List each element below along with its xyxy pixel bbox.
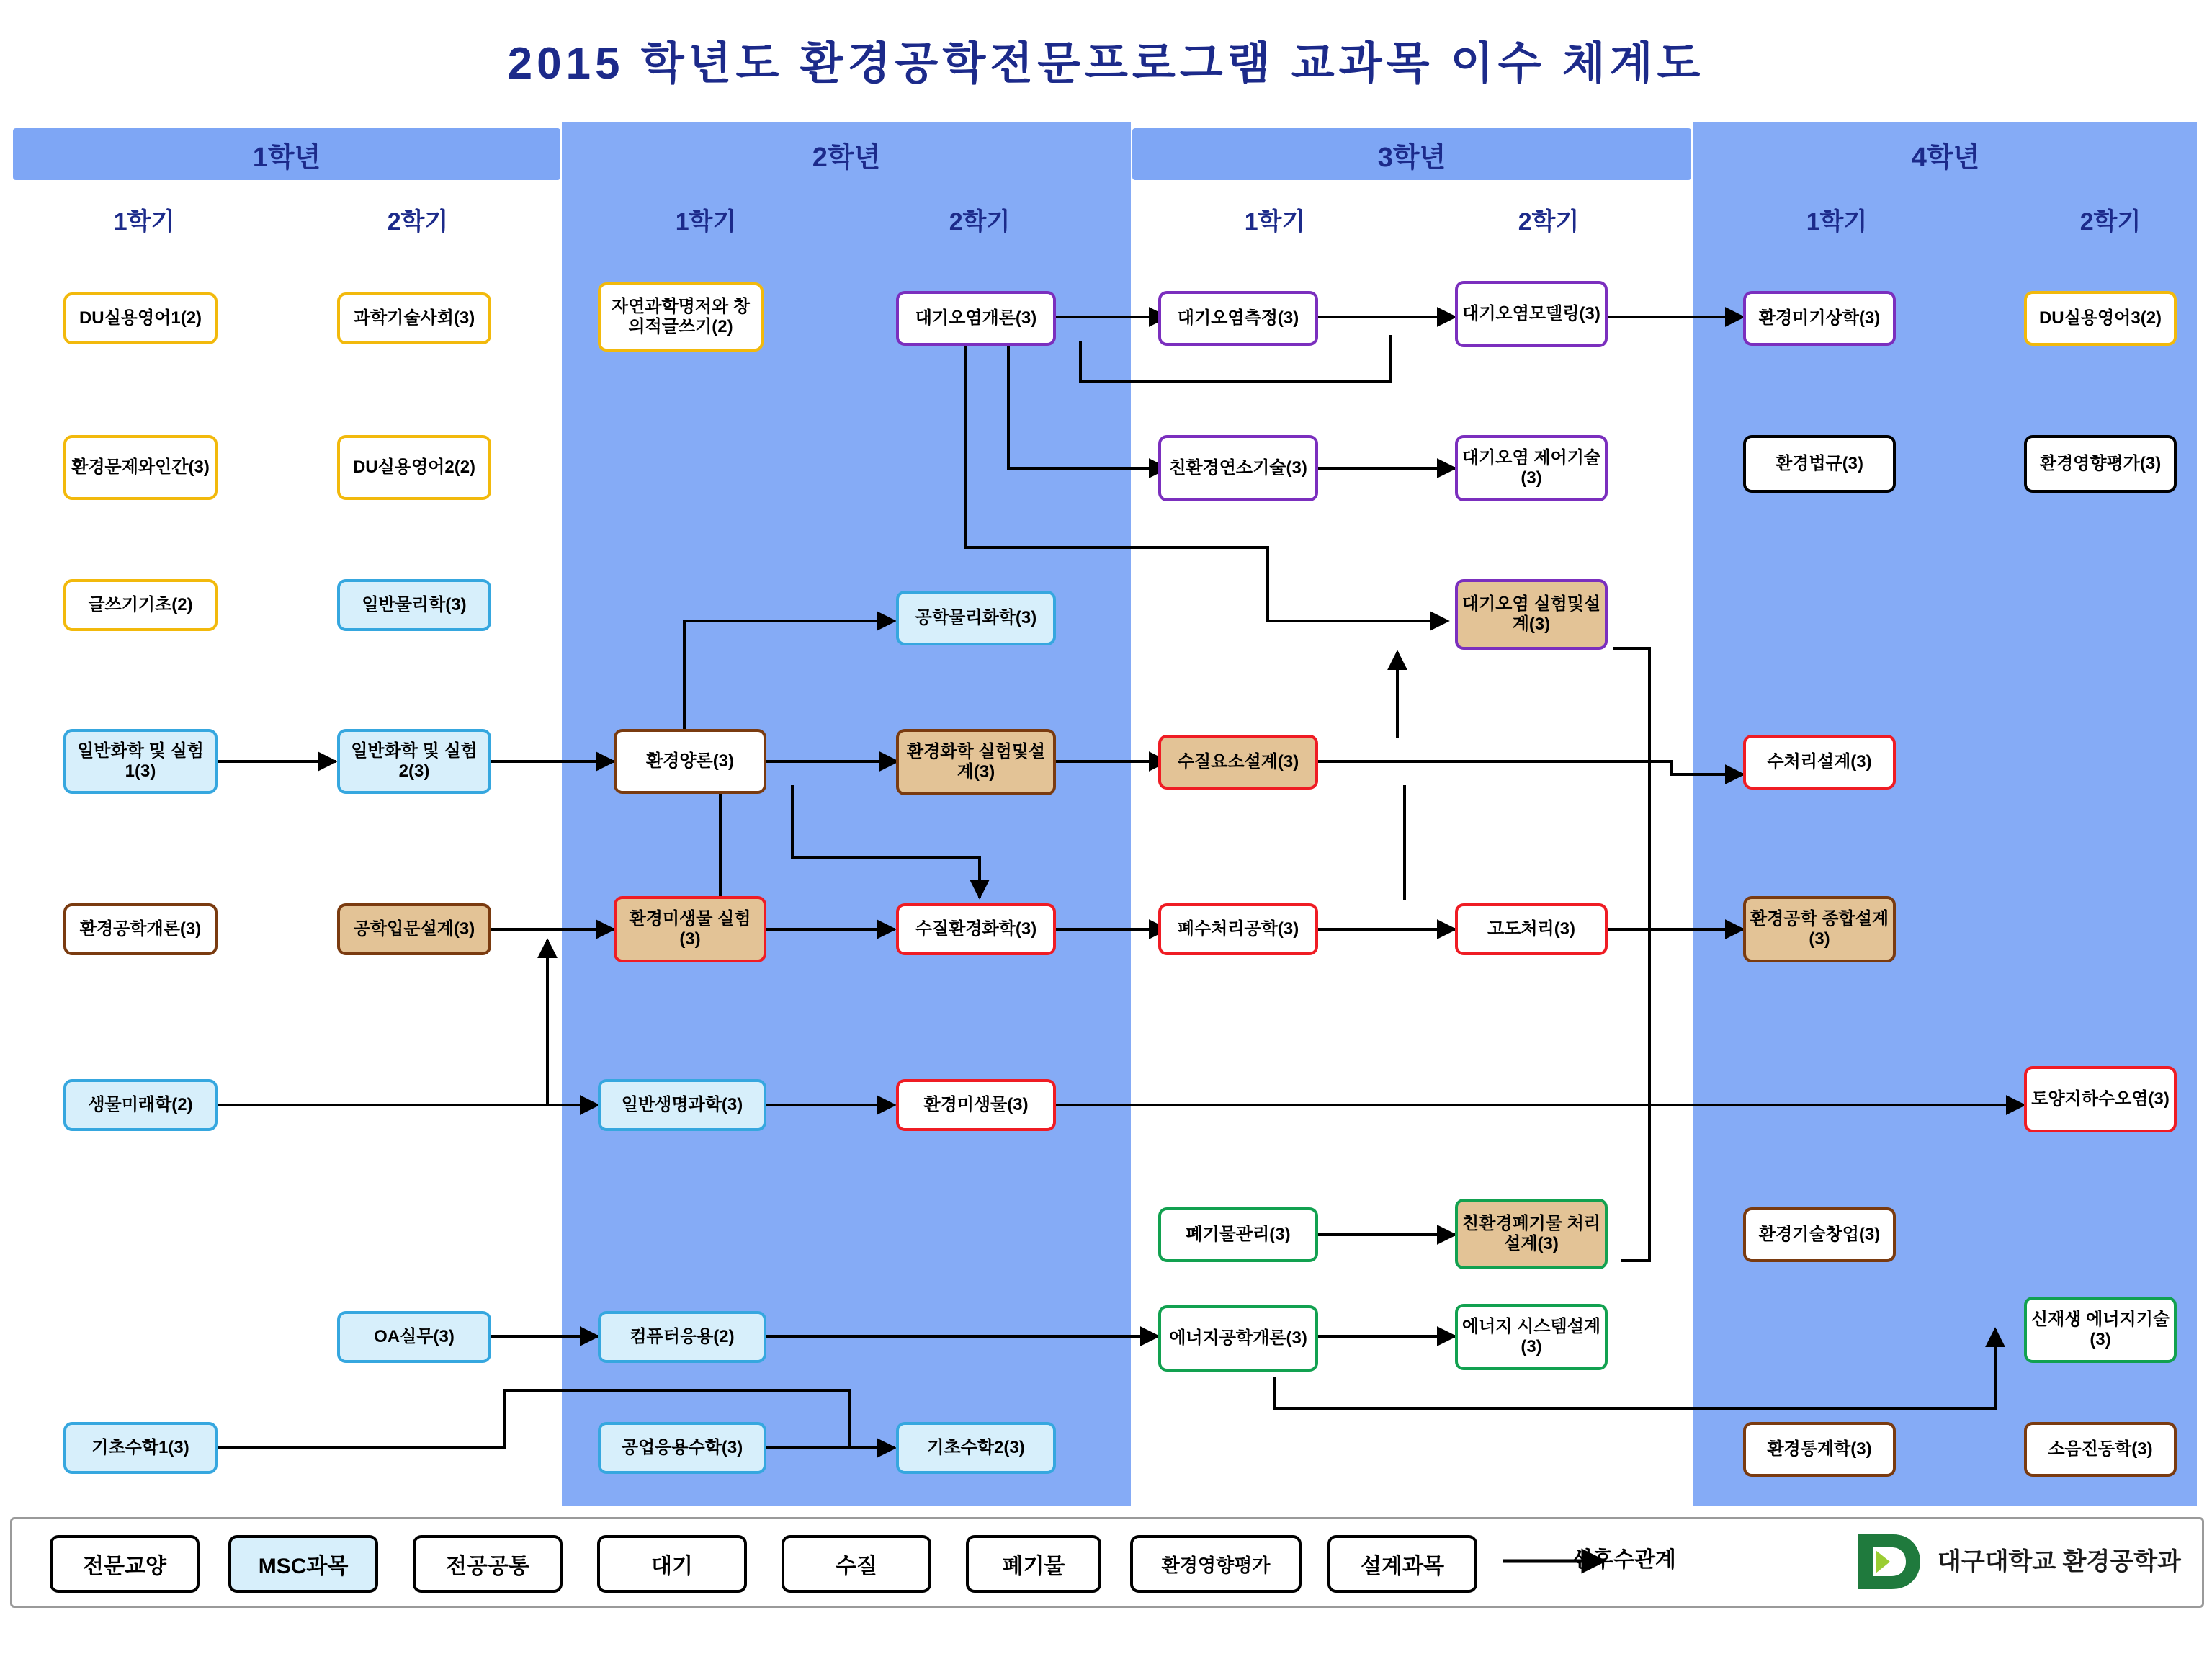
legend-item-water: 수질 bbox=[782, 1535, 931, 1593]
course-box[interactable]: 기초수학1(3) bbox=[63, 1422, 218, 1474]
semester-label-4-2: 2학기 bbox=[2079, 208, 2141, 236]
semester-label-2-1: 1학기 bbox=[675, 208, 737, 236]
year-header-4: 4학년 bbox=[1911, 142, 1980, 173]
organization-label: 대구대학교 환경공학과 bbox=[1938, 1548, 2181, 1575]
course-box[interactable]: 소음진동학(3) bbox=[2024, 1422, 2177, 1477]
course-box[interactable]: 환경기술창업(3) bbox=[1743, 1207, 1896, 1262]
legend-item-eia: 환경영향평가 bbox=[1130, 1535, 1302, 1593]
course-box[interactable]: 환경문제와인간(3) bbox=[63, 435, 218, 500]
course-box[interactable]: 환경양론(3) bbox=[614, 729, 766, 794]
course-box[interactable]: DU실용영어1(2) bbox=[63, 292, 218, 344]
legend-item-design: 설계과목 bbox=[1327, 1535, 1477, 1593]
course-box[interactable]: 대기오염측정(3) bbox=[1158, 291, 1318, 346]
course-box[interactable]: 글쓰기기초(2) bbox=[63, 579, 218, 631]
course-box[interactable]: 과학기술사회(3) bbox=[337, 292, 491, 344]
legend-item-waste: 폐기물 bbox=[966, 1535, 1101, 1593]
course-box[interactable]: 공학입문설계(3) bbox=[337, 903, 491, 955]
course-box[interactable]: DU실용영어3(2) bbox=[2024, 291, 2177, 346]
university-logo-icon bbox=[1851, 1529, 1923, 1595]
course-box[interactable]: 대기오염 실험및설계(3) bbox=[1455, 579, 1608, 650]
course-box[interactable]: 환경화학 실험및설계(3) bbox=[896, 729, 1056, 795]
legend-item-gyoyang: 전문교양 bbox=[50, 1535, 200, 1593]
course-box[interactable]: 생물미래학(2) bbox=[63, 1079, 218, 1131]
course-box[interactable]: 토양지하수오염(3) bbox=[2024, 1066, 2177, 1132]
course-box[interactable]: 일반생명과학(3) bbox=[598, 1079, 766, 1131]
course-box[interactable]: 환경미생물(3) bbox=[896, 1079, 1056, 1131]
course-box[interactable]: 신재생 에너지기술(3) bbox=[2024, 1297, 2177, 1363]
course-box[interactable]: 환경미생물 실험(3) bbox=[614, 896, 766, 962]
course-box[interactable]: 일반화학 및 실험1(3) bbox=[63, 729, 218, 794]
course-box[interactable]: 자연과학명저와 창의적글쓰기(2) bbox=[598, 282, 764, 352]
course-box[interactable]: 기초수학2(3) bbox=[896, 1422, 1056, 1474]
course-box[interactable]: DU실용영어2(2) bbox=[337, 435, 491, 500]
legend-item-common: 전공공통 bbox=[413, 1535, 563, 1593]
course-box[interactable]: 폐수처리공학(3) bbox=[1158, 903, 1318, 955]
course-box[interactable]: 에너지 시스템설계(3) bbox=[1455, 1304, 1608, 1370]
course-box[interactable]: 수질요소설계(3) bbox=[1158, 735, 1318, 790]
semester-label-3-2: 2학기 bbox=[1518, 208, 1580, 236]
course-box[interactable]: 환경통계학(3) bbox=[1743, 1422, 1896, 1477]
legend-item-msc: MSC과목 bbox=[228, 1535, 378, 1593]
course-box[interactable]: 공업응용수학(3) bbox=[598, 1422, 766, 1474]
course-box[interactable]: 친환경폐기물 처리설계(3) bbox=[1455, 1199, 1608, 1269]
course-box[interactable]: 일반화학 및 실험2(3) bbox=[337, 729, 491, 794]
course-box[interactable]: 공학물리화학(3) bbox=[896, 591, 1056, 645]
semester-label-4-1: 1학기 bbox=[1806, 208, 1868, 236]
page-title: 2015 학년도 환경공학전문프로그램 교과목 이수 체계도 bbox=[507, 39, 1705, 89]
course-box[interactable]: OA실무(3) bbox=[337, 1311, 491, 1363]
course-box[interactable]: 대기오염 제어기술(3) bbox=[1455, 435, 1608, 501]
legend-arrow-label: 선후수관계 bbox=[1572, 1548, 1676, 1572]
course-box[interactable]: 친환경연소기술(3) bbox=[1158, 435, 1318, 501]
course-box[interactable]: 환경공학 종합설계(3) bbox=[1743, 896, 1896, 962]
course-box[interactable]: 수질환경화학(3) bbox=[896, 903, 1056, 955]
course-box[interactable]: 컴퓨터응용(2) bbox=[598, 1311, 766, 1363]
course-box[interactable]: 환경영향평가(3) bbox=[2024, 435, 2177, 493]
course-box[interactable]: 환경법규(3) bbox=[1743, 435, 1896, 493]
course-box[interactable]: 폐기물관리(3) bbox=[1158, 1207, 1318, 1262]
semester-label-2-2: 2학기 bbox=[949, 208, 1011, 236]
year-header-2: 2학년 bbox=[812, 142, 881, 173]
semester-label-1-1: 1학기 bbox=[113, 208, 175, 236]
year-header-3: 3학년 bbox=[1132, 128, 1691, 180]
course-box[interactable]: 에너지공학개론(3) bbox=[1158, 1305, 1318, 1372]
course-box[interactable]: 대기오염개론(3) bbox=[896, 291, 1056, 346]
year-header-1: 1학년 bbox=[13, 128, 560, 180]
course-box[interactable]: 수처리설계(3) bbox=[1743, 735, 1896, 790]
course-box[interactable]: 환경미기상학(3) bbox=[1743, 291, 1896, 346]
semester-label-3-1: 1학기 bbox=[1244, 208, 1306, 236]
course-box[interactable]: 고도처리(3) bbox=[1455, 903, 1608, 955]
legend-item-air: 대기 bbox=[597, 1535, 747, 1593]
course-box[interactable]: 일반물리학(3) bbox=[337, 579, 491, 631]
semester-label-1-2: 2학기 bbox=[387, 208, 449, 236]
course-box[interactable]: 대기오염모델링(3) bbox=[1455, 281, 1608, 347]
course-box[interactable]: 환경공학개론(3) bbox=[63, 903, 218, 955]
